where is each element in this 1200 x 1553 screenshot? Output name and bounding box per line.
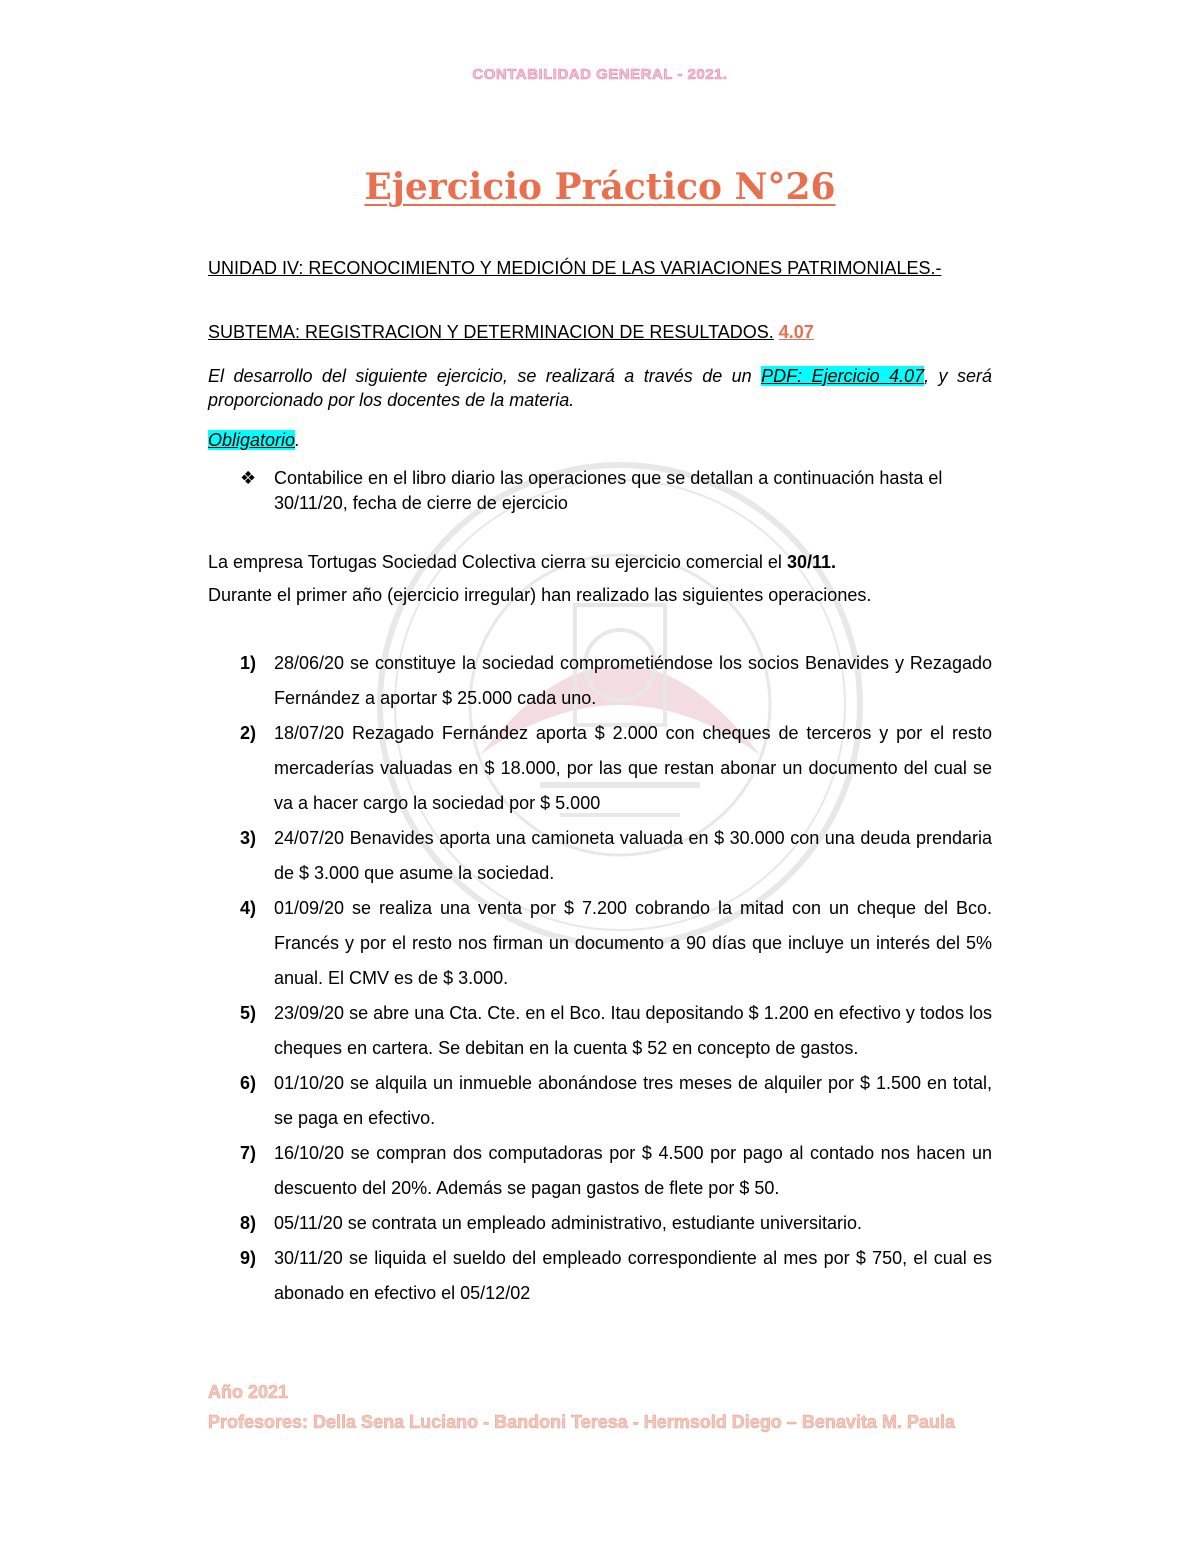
- intro-before: El desarrollo del siguiente ejercicio, se realizará a través de un: [208, 366, 752, 386]
- item-text: 05/11/20 se contrata un empleado administrativo, estudiante universitario.: [274, 1213, 863, 1233]
- item-text: 24/07/20 Benavides aporta una camioneta valuada en $ 30.000 con una deuda prendaria de $ 3.000 que asume la sociedad.: [274, 828, 992, 883]
- diamond-bullet-icon: ❖: [240, 468, 257, 488]
- list-item: [240, 1241, 992, 1311]
- subtema-heading: [208, 320, 992, 344]
- list-item: [240, 821, 992, 891]
- list-item: [240, 996, 992, 1066]
- footer-year: Año 2021: [208, 1382, 289, 1402]
- obligatorio-suffix: .: [295, 430, 301, 450]
- item-number: 9): [240, 1248, 257, 1268]
- list-item: [240, 1136, 992, 1206]
- item-number: 1): [240, 653, 257, 673]
- intro-pdf-link[interactable]: PDF: Ejercicio 4.07: [761, 366, 925, 386]
- unidad-heading: UNIDAD IV: RECONOCIMIENTO Y MEDICIÓN DE LAS VARIACIONES PATRIMONIALES.-: [208, 258, 942, 278]
- intro-after: , y será proporcionado por los docentes de la materia.: [208, 366, 992, 410]
- list-item: [240, 716, 992, 821]
- company-paragraph: [208, 550, 836, 575]
- item-number: 6): [240, 1073, 257, 1093]
- item-text: 18/07/20 Rezagado Fernández aporta $ 2.000 con cheques de terceros y por el resto mercaderías valuadas en $ 18.000, por las que restan abonar un documento del cual se va a hacer cargo la sociedad por $ 5.000: [274, 723, 992, 813]
- subtema-code: 4.07: [778, 322, 814, 342]
- item-number: 7): [240, 1143, 257, 1163]
- item-number: 5): [240, 1003, 257, 1023]
- obligatorio-label: Obligatorio: [208, 430, 296, 450]
- durante-paragraph: Durante el primer año (ejercicio irregular) han realizado las siguientes operaciones.: [208, 585, 872, 605]
- item-number: 2): [240, 723, 257, 743]
- instruction-text: Contabilice en el libro diario las operaciones que se detallan a continuación hasta el 30/11/20, fecha de cierre de ejercicio: [274, 468, 943, 513]
- footer-professors: Profesores: Della Sena Luciano - Bandoni Teresa - Hermsold Diego – Benavita M. Paula: [208, 1412, 955, 1432]
- subtema-text: SUBTEMA: REGISTRACION Y DETERMINACION DE RESULTADOS.: [208, 322, 774, 342]
- operations-list: [240, 646, 992, 1311]
- item-text: 30/11/20 se liquida el sueldo del empleado correspondiente al mes por $ 750, el cual es abonado en efectivo el 05/12/02: [274, 1248, 992, 1303]
- list-item: [240, 646, 992, 716]
- item-number: 4): [240, 898, 257, 918]
- item-text: 16/10/20 se compran dos computadoras por $ 4.500 por pago al contado nos hacen un descuento del 20%. Además se pagan gastos de flete por $ 50.: [274, 1143, 992, 1198]
- list-item: [240, 1206, 992, 1241]
- page-title: Ejercicio Práctico N°26: [364, 166, 836, 208]
- company-text: La empresa Tortugas Sociedad Colectiva cierra su ejercicio comercial el: [208, 552, 782, 572]
- document-header: CONTABILIDAD GENERAL - 2021.: [472, 66, 728, 83]
- item-text: 01/10/20 se alquila un inmueble abonándose tres meses de alquiler por $ 1.500 en total, se paga en efectivo.: [274, 1073, 992, 1128]
- item-number: 3): [240, 828, 257, 848]
- list-item: [240, 1066, 992, 1136]
- item-text: 01/09/20 se realiza una venta por $ 7.200 cobrando la mitad con un cheque del Bco. Francés y por el resto nos firman un documento a 90 días que incluye un interés del 5% anual. El CMV es de $ 3.000.: [274, 898, 992, 988]
- item-text: 23/09/20 se abre una Cta. Cte. en el Bco. Itau depositando $ 1.200 en efectivo y todos los cheques en cartera. Se debitan en la cuenta $ 52 en concepto de gastos.: [274, 1003, 992, 1058]
- item-text: 28/06/20 se constituye la sociedad comprometiéndose los socios Benavides y Rezagado Fernández a aportar $ 25.000 cada uno.: [274, 653, 992, 708]
- company-close-date: 30/11.: [786, 552, 837, 572]
- obligatorio-line: [208, 428, 992, 452]
- list-item: [240, 891, 992, 996]
- item-number: 8): [240, 1213, 257, 1233]
- intro-paragraph: [208, 364, 992, 412]
